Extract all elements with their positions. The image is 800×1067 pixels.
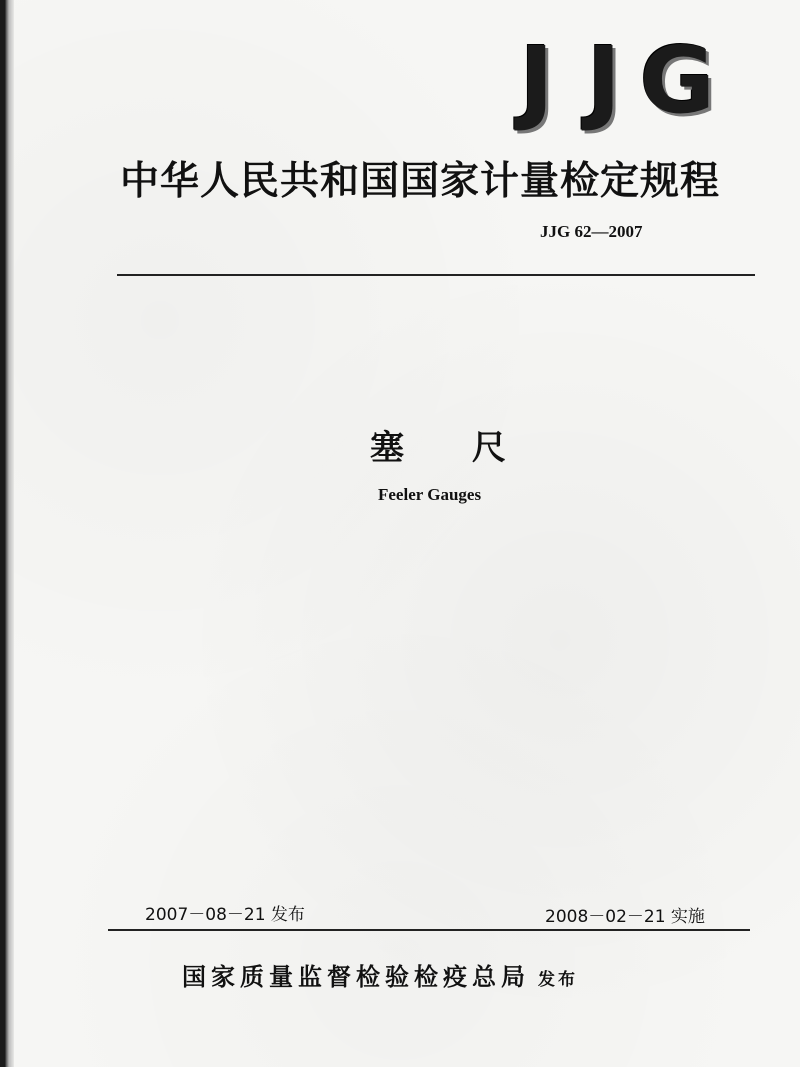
top-divider	[117, 274, 755, 276]
standard-code: JJG 62—2007	[540, 222, 643, 241]
logo-letter-g: G	[639, 27, 716, 134]
logo-letter-j1: J	[519, 27, 554, 134]
publisher-name: 国家质量监督检验检疫总局	[182, 963, 530, 991]
publisher-line	[182, 957, 578, 992]
bottom-divider	[108, 929, 750, 931]
jjg-logo	[505, 27, 716, 134]
logo-letter-j2: J	[586, 27, 621, 134]
document-title-chinese: 塞 尺	[370, 428, 534, 468]
document-title-english: Feeler Gauges	[378, 485, 482, 504]
implementation-date: 2008－02－21 实施	[545, 907, 705, 927]
regulation-type-title: 中华人民共和国国家计量检定规程	[120, 159, 721, 204]
publisher-suffix: 发布	[538, 970, 578, 990]
scan-binding-edge	[0, 0, 14, 1067]
issue-date: 2007－08－21 发布	[145, 905, 305, 925]
